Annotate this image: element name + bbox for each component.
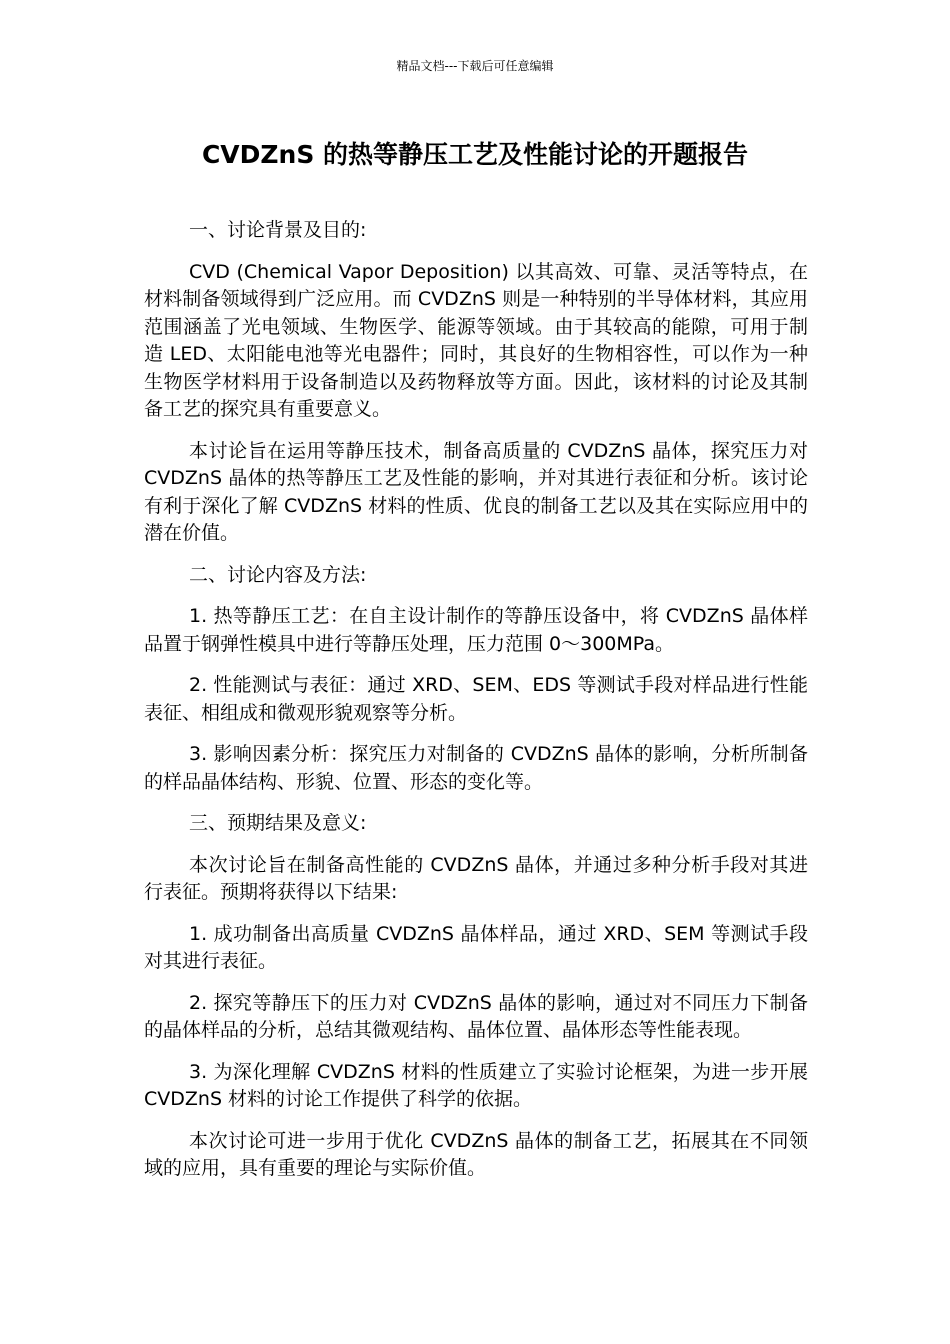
section-heading-methods: 二、讨论内容及方法: (189, 563, 367, 586)
result-item-1: 1. 成功制备出高质量 CVDZnS 晶体样品，通过 XRD、SEM 等测试手段对其进行表征。 (144, 922, 808, 972)
result-item-3: 3. 为深化理解 CVDZnS 材料的性质建立了实验讨论框架，为进一步开展 CVDZnS 材料的讨论工作提供了科学的依据。 (144, 1060, 808, 1110)
method-item-2: 2. 性能测试与表征：通过 XRD、SEM、EDS 等测试手段对样品进行性能表征、相组成和微观形貌观察等分析。 (144, 674, 808, 724)
paragraph-results-intro: 本次讨论旨在制备高性能的 CVDZnS 晶体，并通过多种分析手段对其进行表征。预期将获得以下结果: (144, 853, 808, 903)
header-note: 精品文档---下载后可任意编辑 (396, 59, 554, 73)
paragraph-background: CVD (Chemical Vapor Deposition) 以其高效、可靠、灵活等特点，在材料制备领域得到广泛应用。而 CVDZnS 则是一种特别的半导体材料，其应用范围涵盖了光电领域、生物医学、能源等领域。由于其较高的能隙，可用于制造 LED、太阳能电池等光电器件；同时，其良好的生物相容性，可以作为一种生物医学材料用于设备制造以及药物释放等方面。因此，该材料的讨论及其制备工艺的探究具有重要意义。 (144, 260, 808, 420)
paragraph-conclusion: 本次讨论可进一步用于优化 CVDZnS 晶体的制备工艺，拓展其在不同领域的应用，具有重要的理论与实际价值。 (144, 1129, 808, 1179)
document-title: CVDZnS 的热等静压工艺及性能讨论的开题报告 (201, 140, 749, 169)
method-item-3: 3. 影响因素分析：探究压力对制备的 CVDZnS 晶体的影响，分析所制备的样品晶体结构、形貌、位置、形态的变化等。 (144, 743, 808, 793)
paragraph-purpose: 本讨论旨在运用等静压技术，制备高质量的 CVDZnS 晶体，探究压力对 CVDZnS 晶体的热等静压工艺及性能的影响，并对其进行表征和分析。该讨论有利于深化了解 CVDZnS 材料的性质、优良的制备工艺以及其在实际应用中的潜在价值。 (144, 439, 808, 544)
method-item-1: 1. 热等静压工艺：在自主设计制作的等静压设备中，将 CVDZnS 晶体样品置于钢弹性模具中进行等静压处理，压力范围 0～300MPa。 (144, 605, 808, 655)
section-heading-results: 三、预期结果及意义: (189, 812, 367, 834)
document-body (144, 217, 808, 1197)
result-item-2: 2. 探究等静压下的压力对 CVDZnS 晶体的影响，通过对不同压力下制备的晶体样品的分析，总结其微观结构、晶体位置、晶体形态等性能表现。 (144, 991, 808, 1041)
section-heading-background: 一、讨论背景及目的: (189, 219, 367, 241)
